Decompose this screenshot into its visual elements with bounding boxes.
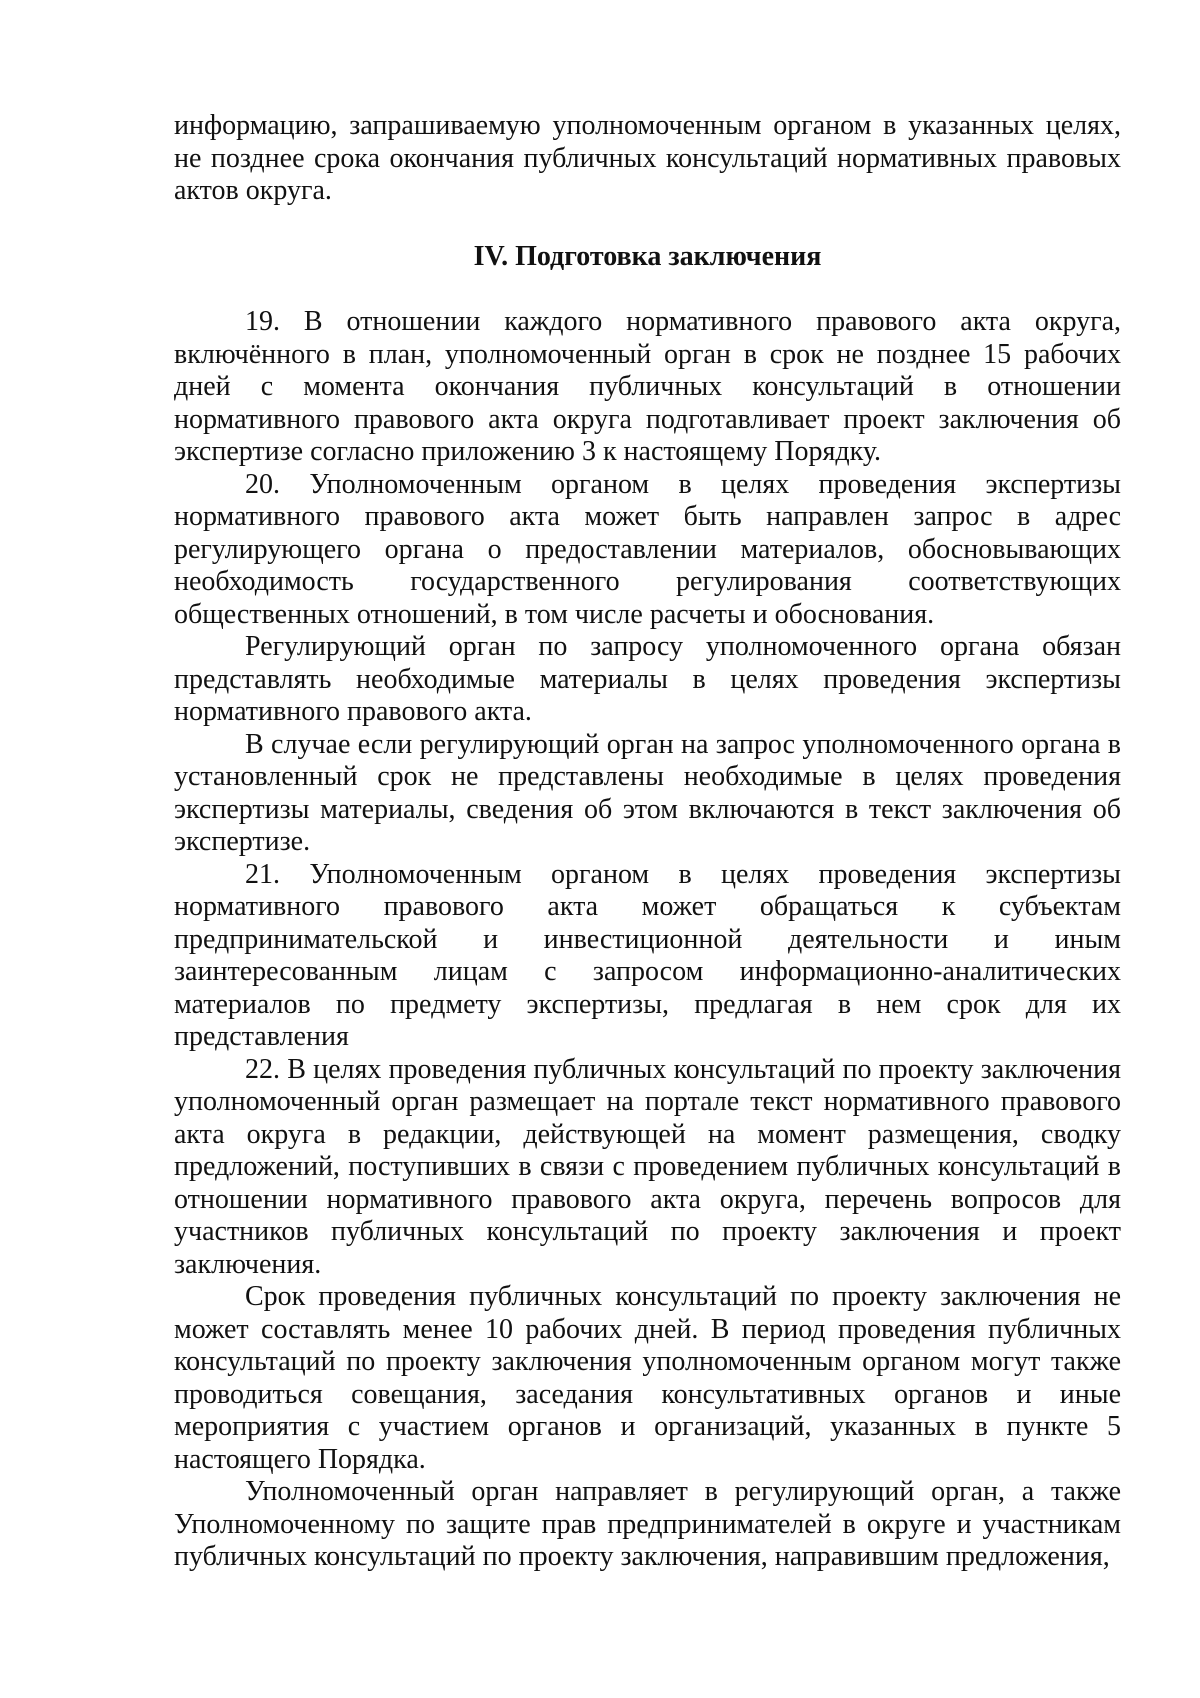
paragraph-21: 21. Уполномоченным органом в целях проведения экспертизы нормативного правового акта может обращаться к субъектам предпринимательской и инвестиционной деятельности и иным заинтересованным лицам с запросом информационно-аналитических материалов по предмету экспертизы, предлагая в нем срок для их представления bbox=[174, 858, 1121, 1052]
paragraph-22-sending: Уполномоченный орган направляет в регулирующий орган, а также Уполномоченному по защите прав предпринимателей в округе и участникам публичных консультаций по проекту заключения, направившим предложения, bbox=[174, 1476, 1121, 1572]
paragraph-19: 19. В отношении каждого нормативного правового акта округа, включённого в план, уполномоченный орган в срок не позднее 15 рабочих дней с момента окончания публичных консультаций в отношении нормативного правового акта округа подготавливает проект заключения об экспертизе согласно приложению 3 к настоящему Порядку. bbox=[174, 306, 1121, 467]
paragraph-22-term: Срок проведения публичных консультаций по проекту заключения не может составлять менее 10 рабочих дней. В период проведения публичных консультаций по проекту заключения уполномоченным органом могут также проводиться совещания, заседания консультативных органов и иные мероприятия с участием органов и организаций, указанных в пункте 5 настоящего Порядка. bbox=[174, 1281, 1121, 1475]
paragraph-20-non-submission: В случае если регулирующий орган на запрос уполномоченного органа в установленный срок не представлены необходимые в целях проведения экспертизы материалы, сведения об этом включаются в текст заключения об экспертизе. bbox=[174, 728, 1121, 857]
paragraph-22: 22. В целях проведения публичных консультаций по проекту заключения уполномоченный орган размещает на портале текст нормативного правового акта округа в редакции, действующей на момент размещения, сводку предложений, поступивших в связи с проведением публичных консультаций в отношении нормативного правового акта округа, перечень вопросов для участников публичных консультаций по проекту заключения и проект заключения. bbox=[174, 1053, 1121, 1280]
paragraph-20: 20. Уполномоченным органом в целях проведения экспертизы нормативного правового акта может быть направлен запрос в адрес регулирующего органа о предоставлении материалов, обосновывающих необходимость государственного регулирования соответствующих общественных отношений, в том числе расчеты и обоснования. bbox=[174, 468, 1121, 630]
paragraph-20-materials: Регулирующий орган по запросу уполномоченного органа обязан представлять необходимые материалы в целях проведения экспертизы нормативного правового акта. bbox=[174, 631, 1121, 727]
document-page bbox=[174, 110, 1121, 1574]
section-heading: IV. Подготовка заключения bbox=[473, 240, 822, 272]
opening-paragraph: информацию, запрашиваемую уполномоченным органом в указанных целях, не позднее срока окончания публичных консультаций нормативных правовых актов округа. bbox=[174, 110, 1121, 206]
